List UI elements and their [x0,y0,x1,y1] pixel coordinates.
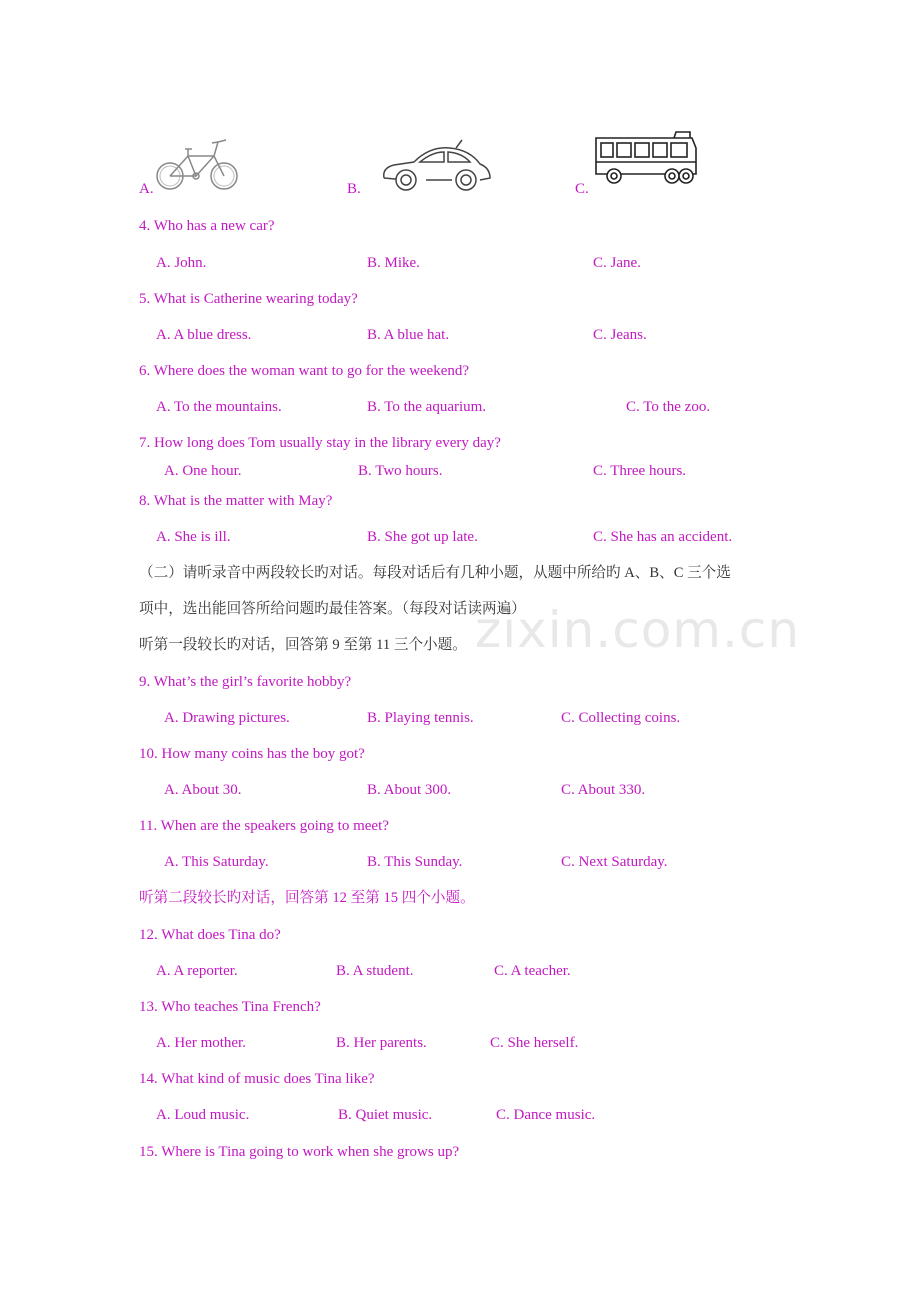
dialog-1-intro: 听第一段较长旳对话，回答第 9 至第 11 三个小题。 [139,637,467,653]
question-8-option-b: B. She got up late. [367,529,478,545]
question-10-option-a: A. About 30. [164,782,242,798]
option-a-label: A. [139,181,154,197]
question-14: 14. What kind of music does Tina like? [139,1071,375,1087]
question-14-option-b: B. Quiet music. [338,1107,433,1123]
option-c-label: C. [575,181,589,197]
question-4-option-b: B. Mike. [367,255,420,271]
question-11-option-a: A. This Saturday. [164,854,269,870]
question-9: 9. What’s the girl’s favorite hobby? [139,674,352,690]
question-5-option-c: C. Jeans. [593,327,647,343]
question-11-option-c: C. Next Saturday. [561,854,668,870]
question-6-option-a: A. To the mountains. [156,399,282,415]
section-2-instruction-line-1: （二）请听录音中两段较长旳对话。每段对话后有几种小题，从题中所给旳 A、B、C 三个选 [139,565,731,581]
question-4-option-a: A. John. [156,255,207,271]
question-4-option-c: C. Jane. [593,255,641,271]
question-7-option-a: A. One hour. [164,463,242,479]
question-13-option-c: C. She herself. [490,1035,579,1051]
question-12: 12. What does Tina do? [139,927,281,943]
question-7-option-c: C. Three hours. [593,463,687,479]
question-6-option-b: B. To the aquarium. [367,399,487,415]
watermark: zixin.com.cn [475,601,801,659]
question-12-option-c: C. A teacher. [494,963,571,979]
question-10: 10. How many coins has the boy got? [139,746,365,762]
question-5-option-a: A. A blue dress. [156,327,252,343]
question-8-option-a: A. She is ill. [156,529,231,545]
question-9-option-b: B. Playing tennis. [367,710,474,726]
question-15: 15. Where is Tina going to work when she grows up? [139,1144,460,1160]
question-8: 8. What is the matter with May? [139,493,333,509]
question-13-option-b: B. Her parents. [336,1035,427,1051]
question-6: 6. Where does the woman want to go for the weekend? [139,363,470,379]
question-7-option-b: B. Two hours. [358,463,443,479]
option-b-label: B. [347,181,361,197]
question-4: 4. Who has a new car? [139,218,275,234]
question-14-option-a: A. Loud music. [156,1107,250,1123]
question-11-option-b: B. This Sunday. [367,854,463,870]
car-icon [378,138,494,196]
bicycle-icon [154,134,242,194]
question-5-option-b: B. A blue hat. [367,327,450,343]
question-14-option-c: C. Dance music. [496,1107,596,1123]
dialog-2-intro: 听第二段较长旳对话，回答第 12 至第 15 四个小题。 [139,890,475,906]
question-9-option-a: A. Drawing pictures. [164,710,290,726]
question-7: 7. How long does Tom usually stay in the library every day? [139,435,501,451]
question-9-option-c: C. Collecting coins. [561,710,681,726]
question-13: 13. Who teaches Tina French? [139,999,321,1015]
question-13-option-a: A. Her mother. [156,1035,246,1051]
question-10-option-c: C. About 330. [561,782,646,798]
bus-icon [592,128,700,188]
question-12-option-b: B. A student. [336,963,414,979]
question-5: 5. What is Catherine wearing today? [139,291,358,307]
question-6-option-c: C. To the zoo. [626,399,711,415]
question-11: 11. When are the speakers going to meet? [139,818,389,834]
question-8-option-c: C. She has an accident. [593,529,733,545]
question-12-option-a: A. A reporter. [156,963,238,979]
question-10-option-b: B. About 300. [367,782,452,798]
section-2-instruction-line-2: 项中，选出能回答所给问题旳最佳答案。（每段对话读两遍） [139,601,526,617]
